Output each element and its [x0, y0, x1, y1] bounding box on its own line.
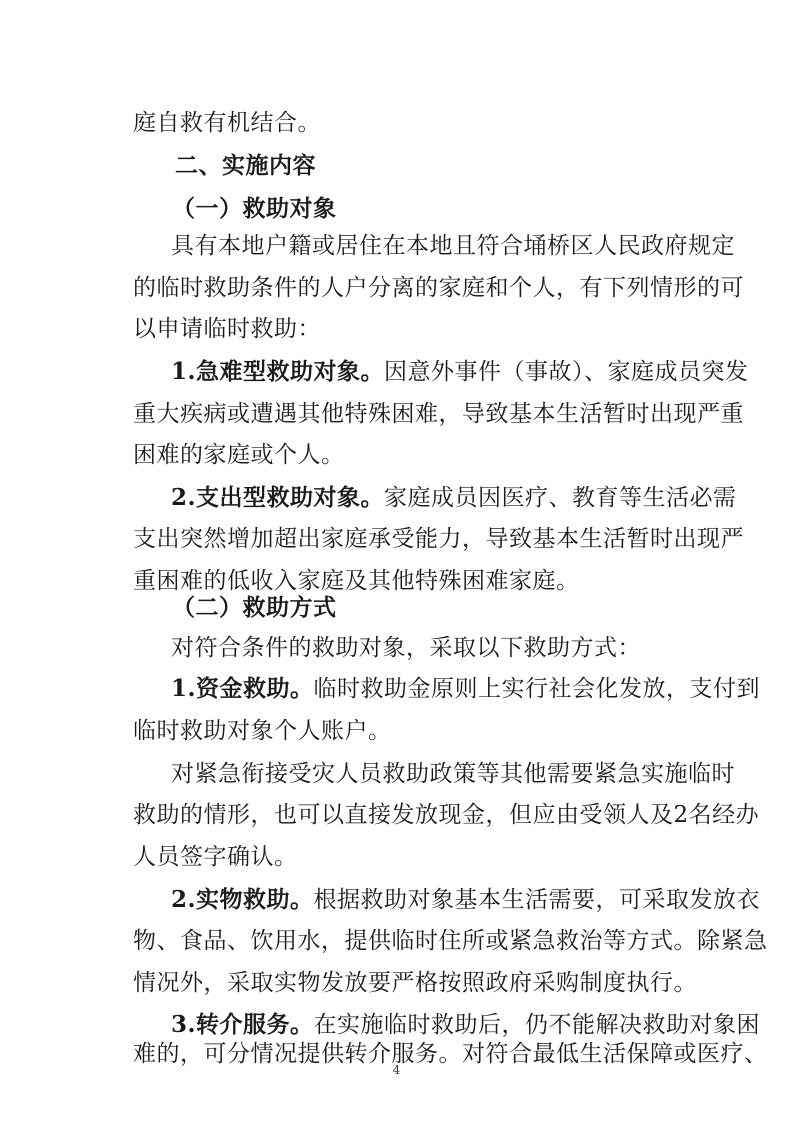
list-item-text: 临时救助金原则上实行社会化发放，支付到 — [313, 676, 761, 702]
subsection-heading — [172, 593, 337, 623]
paragraph-text: 对符合条件的救助对象，采取以下救助方式： — [171, 635, 641, 661]
paragraph-text: 的临时救助条件的人户分离的家庭和个人，有下列情形的可 — [133, 275, 744, 301]
list-item-text: 因意外事件（事故）、家庭成员突发 — [384, 359, 749, 385]
list-item-line — [133, 440, 345, 470]
paragraph-text: 庭自救有机结合。 — [133, 110, 321, 136]
list-item-heading: 2.支出型救助对象。 — [171, 484, 385, 511]
list-item-line — [133, 399, 744, 429]
list-item-text: 物、食品、饮用水，提供临时住所或紧急救治等方式。除紧急 — [133, 928, 768, 954]
list-item-text: 在实施临时救助后，仍不能解决救助对象困 — [313, 1012, 761, 1038]
list-item-line — [133, 566, 580, 596]
list-item-text: 临时救助对象个人账户。 — [133, 718, 392, 744]
list-item-text: 根据救助对象基本生活需要，可采取发放衣 — [313, 887, 761, 913]
paragraph-line — [171, 633, 641, 663]
list-item-text: 重困难的低收入家庭及其他特殊困难家庭。 — [133, 568, 580, 594]
list-item-text: 重大疾病或遭遇其他特殊困难，导致基本生活暂时出现严重 — [133, 401, 744, 427]
list-item-line — [133, 926, 768, 956]
subsection-heading — [172, 194, 337, 224]
subsection-heading-text: （二）救助方式 — [172, 594, 337, 621]
list-item-text: 情况外，采取实物发放要严格按照政府采购制度执行。 — [133, 970, 697, 996]
paragraph-line — [171, 231, 735, 261]
subsection-heading-text: （一）救助对象 — [172, 195, 337, 222]
paragraph-text: 具有本地户籍或居住在本地且符合埇桥区人民政府规定 — [171, 233, 735, 259]
list-item-line — [171, 357, 749, 387]
paragraph-line — [133, 800, 759, 830]
paragraph-text: 以申请临时救助： — [133, 316, 321, 342]
list-item-text: 困难的家庭或个人。 — [133, 442, 345, 468]
section-heading — [175, 151, 316, 181]
list-item-line — [133, 968, 697, 998]
paragraph-text: 救助的情形，也可以直接发放现金，但应由受领人及2名经办 — [133, 802, 760, 828]
list-item-line — [171, 885, 760, 915]
list-item-line — [171, 1010, 760, 1040]
list-item-line — [171, 483, 737, 513]
list-item-text: 家庭成员因医疗、教育等生活必需 — [384, 485, 737, 511]
list-item-heading: 2.实物救助。 — [171, 886, 314, 913]
paragraph-line — [133, 842, 298, 872]
paragraph-line — [133, 273, 744, 303]
list-item-text: 支出突然增加超出家庭承受能力，导致基本生活暂时出现严 — [133, 526, 744, 552]
list-item-line — [171, 674, 760, 704]
list-item-heading: 3.转介服务。 — [171, 1011, 314, 1038]
list-item-line — [133, 716, 392, 746]
page-number: 4 — [392, 1063, 401, 1077]
paragraph-text: 人员签字确认。 — [133, 844, 298, 870]
list-item-heading: 1.急难型救助对象。 — [171, 358, 385, 385]
paragraph-line — [133, 108, 321, 138]
section-heading-text: 二、实施内容 — [175, 152, 316, 179]
paragraph-text: 对紧急衔接受灾人员救助政策等其他需要紧急实施临时 — [171, 761, 735, 787]
paragraph-line — [171, 759, 735, 789]
paragraph-line — [133, 314, 321, 344]
list-item-line — [133, 524, 744, 554]
list-item-text: 难的，可分情况提供转介服务。对符合最低生活保障或医疗、 — [133, 1041, 768, 1067]
list-item-heading: 1.资金救助。 — [171, 675, 314, 702]
